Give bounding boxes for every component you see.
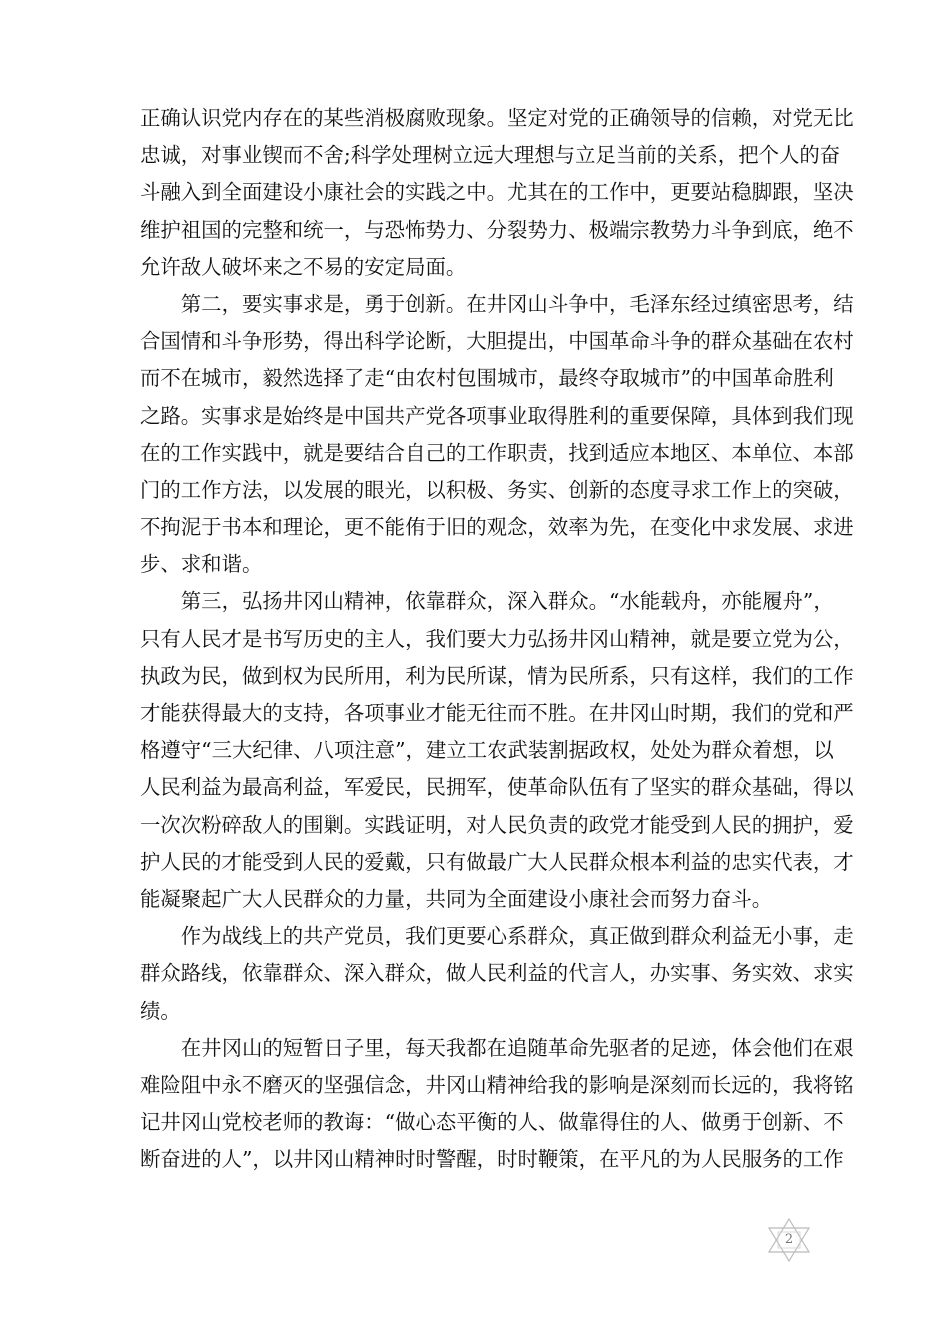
text-line: 只有人民才是书写历史的主人，我们要大力弘扬井冈山精神，就是要立党为公，	[140, 626, 854, 651]
text-line: 之路。实事求是始终是中国共产党各项事业取得胜利的重要保障，具体到我们现	[140, 403, 854, 428]
paragraph-3	[140, 583, 854, 918]
text-line: 一次次粉碎敌人的围剿。实践证明，对人民负责的政党才能受到人民的拥护，爱	[140, 812, 854, 837]
text-line: 人民利益为最高利益，军爱民，民拥军，使革命队伍有了坚实的群众基础，得以	[140, 775, 854, 800]
page-number: 2	[784, 1232, 794, 1247]
text-line: 不拘泥于书本和理论，更不能侑于旧的观念，效率为先，在变化中求发展、求进	[140, 515, 854, 540]
text-line: 正确认识党内存在的某些消极腐败现象。坚定对党的正确领导的信赖，对党无比	[140, 106, 854, 130]
text-line: 断奋进的人”，以井冈山精神时时警醒，时时鞭策，在平凡的为人民服务的工作	[140, 1147, 844, 1172]
text-line: 才能获得最大的支持，各项事业才能无往而不胜。在井冈山时期，我们的党和严	[140, 701, 854, 725]
paragraph-2	[140, 286, 854, 584]
paragraph-4	[140, 918, 854, 1030]
paragraph-1	[140, 100, 854, 286]
text-line: 步、求和谐。	[140, 552, 263, 577]
page-number-badge	[764, 1215, 814, 1265]
text-line: 难险阻中永不磨灭的坚强信念，井冈山精神给我的影响是深刻而长远的，我将铭	[140, 1072, 854, 1097]
text-line: 允许敌人破坏来之不易的安定局面。	[140, 254, 467, 279]
text-line: 在井冈山的短暂日子里，每天我都在追随革命先驱者的足迹，体会他们在艰	[180, 1035, 854, 1060]
text-line: 第三，弘扬井冈山精神，依靠群众，深入群众。“水能载舟，亦能履舟”，	[180, 589, 834, 614]
text-line: 作为战线上的共产党员，我们更要心系群众，真正做到群众利益无小事，走	[180, 924, 854, 949]
text-line: 斗融入到全面建设小康社会的实践之中。尤其在的工作中，更要站稳脚跟，坚决	[140, 180, 854, 205]
text-line: 记井冈山党校老师的教诲：“做心态平衡的人、做靠得住的人、做勇于创新、不	[140, 1110, 844, 1135]
text-line: 格遵守“三大纪律、八项注意”，建立工农武装割据政权，处处为群众着想，以	[140, 738, 834, 763]
text-line: 能凝聚起广大人民群众的力量，共同为全面建设小康社会而努力奋斗。	[140, 886, 773, 911]
text-line: 执政为民，做到权为民所用，利为民所谋，情为民所系，只有这样，我们的工作	[140, 663, 854, 688]
text-line: 忠诚，对事业锲而不舍;科学处理树立远大理想与立足当前的关系，把个人的奋	[140, 143, 841, 168]
text-line: 群众路线，依靠群众、深入群众，做人民利益的代言人，办实事、务实效、求实	[140, 961, 854, 986]
text-line: 而不在城市，毅然选择了走“由农村包围城市，最终夺取城市”的中国革命胜利	[140, 366, 834, 391]
text-line: 门的工作方法，以发展的眼光，以积极、务实、创新的态度寻求工作上的突破，	[140, 477, 854, 502]
text-line: 第二，要实事求是，勇于创新。在井冈山斗争中，毛泽东经过缜密思考，结	[180, 291, 854, 316]
body-text	[140, 100, 854, 1178]
text-line: 合国情和斗争形势，得出科学论断，大胆提出，中国革命斗争的群众基础在农村	[140, 329, 854, 354]
paragraph-5	[140, 1030, 854, 1179]
text-line: 在的工作实践中，就是要结合自己的工作职责，找到适应本地区、本单位、本部	[140, 440, 854, 465]
text-line: 护人民的才能受到人民的爱戴，只有做最广大人民群众根本利益的忠实代表，才	[140, 849, 854, 874]
text-line: 维护祖国的完整和统一，与恐怖势力、分裂势力、极端宗教势力斗争到底，绝不	[140, 217, 854, 242]
text-line: 绩。	[140, 998, 181, 1023]
